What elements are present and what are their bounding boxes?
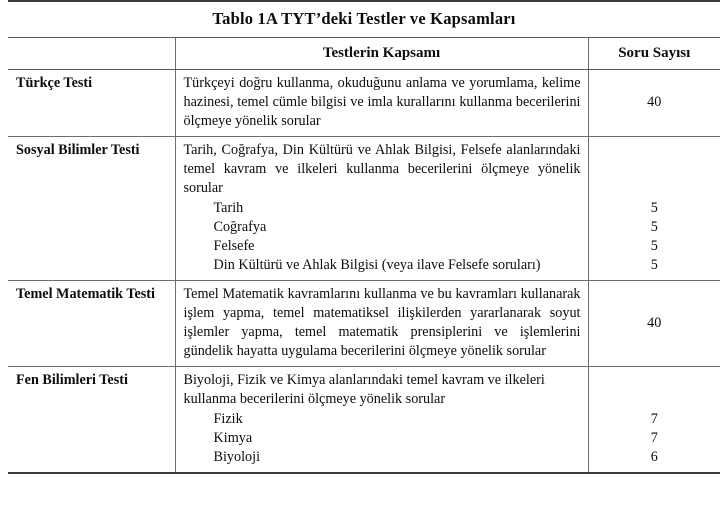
question-count — [588, 280, 720, 366]
scope-text: Biyoloji, Fizik ve Kimya alanlarındaki temel kavram ve ilkeleri kullanma becerilerini ölçmeye yönelik sorular — [183, 372, 545, 408]
count-value: 5 — [650, 218, 658, 235]
count-value: 7 — [650, 429, 658, 446]
test-scope — [175, 367, 588, 473]
scope-text: Türkçeyi doğru kullanma, okuduğunu anlama ve yorumlama, kelime hazinesi, temel cümle bilgisi ve imla kurallarını kullanma becerilerini ölçmeye yönelik sorular — [183, 75, 581, 130]
count-value: 6 — [650, 448, 658, 465]
table-title: Tablo 1A TYT’deki Testler ve Kapsamları — [8, 1, 720, 38]
subtopic-item: Din Kültürü ve Ahlak Bilgisi (veya ilave Felsefe soruları) — [213, 256, 541, 273]
table-title-row — [8, 1, 720, 38]
scope-text: Temel Matematik kavramlarını kullanma ve bu kavramları kullanarak işlem yapma, temel matematiksel ilişkilerden yararlanarak soyut işlemler yapma, temel matematik prensiplerini ve işlemlerini gündelik hayatta uygulama becerilerini ölçmeye yönelik sorular — [183, 285, 581, 360]
count-value: 5 — [650, 199, 658, 216]
header-scope: Testlerin Kapsamı — [175, 38, 588, 70]
table-row — [8, 280, 720, 366]
test-name: Temel Matematik Testi — [8, 280, 175, 366]
header-test-name — [8, 38, 175, 70]
table-row — [8, 70, 720, 137]
test-name: Sosyal Bilimler Testi — [8, 137, 175, 281]
count-value: 7 — [650, 410, 658, 427]
question-count — [588, 70, 720, 137]
test-name: Türkçe Testi — [8, 70, 175, 137]
subtopic-list — [184, 199, 581, 275]
count-stack — [593, 141, 717, 275]
tyt-tests-table — [8, 0, 720, 474]
count-value: 5 — [650, 256, 658, 273]
subtopic-item: Biyoloji — [213, 448, 261, 465]
subtopic-item: Felsefe — [213, 237, 255, 254]
test-scope — [175, 137, 588, 281]
table-row — [8, 367, 720, 473]
subtopic-list — [184, 410, 581, 467]
count-stack — [593, 371, 717, 466]
count-value: 40 — [647, 94, 662, 111]
test-scope — [175, 280, 588, 366]
subtopic-item: Coğrafya — [213, 218, 267, 235]
test-name: Fen Bilimleri Testi — [8, 367, 175, 473]
count-value: 40 — [647, 314, 662, 331]
header-question-count: Soru Sayısı — [588, 38, 720, 70]
count-value: 5 — [650, 237, 658, 254]
scope-text: Tarih, Coğrafya, Din Kültürü ve Ahlak Bilgisi, Felsefe alanlarındaki temel kavram ve ilkeleri kullanma becerilerini ölçmeye yönelik sorular — [183, 142, 581, 197]
question-count — [588, 367, 720, 473]
subtopic-item: Tarih — [213, 199, 244, 216]
table-row — [8, 137, 720, 281]
question-count — [588, 137, 720, 281]
subtopic-item: Fizik — [213, 410, 243, 427]
table-header-row — [8, 38, 720, 70]
subtopic-item: Kimya — [213, 429, 253, 446]
test-scope — [175, 70, 588, 137]
